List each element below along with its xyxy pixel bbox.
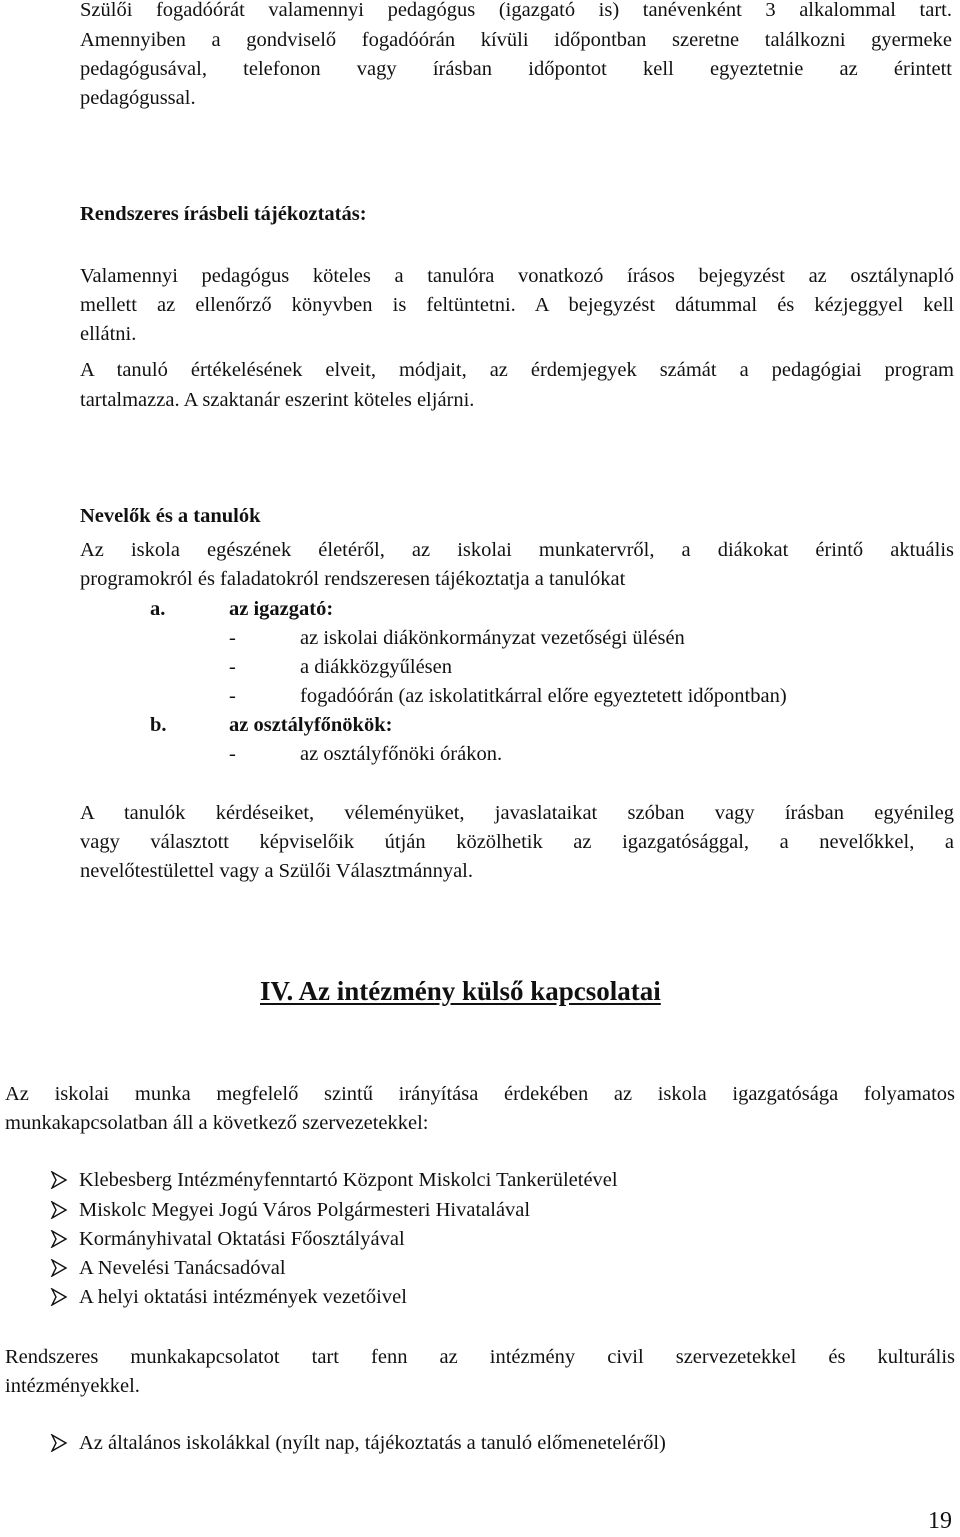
text-line: Rendszeres munkakapcsolatot tart fenn az intézmény civil szervezetekkel és kulturális bbox=[5, 1346, 955, 1368]
arrow-bullet-icon bbox=[50, 1259, 68, 1277]
organization-name: A helyi oktatási intézmények vezetőivel bbox=[79, 1286, 407, 1308]
list-item: fogadóórán (az iskolatitkárral előre egyeztetett időpontban) bbox=[300, 685, 787, 707]
arrow-bullet-icon bbox=[50, 1288, 68, 1306]
teachers-heading: Nevelők és a tanulók bbox=[80, 505, 261, 527]
text-line: tartalmazza. A szaktanár eszerint köteles eljárni. bbox=[80, 389, 475, 411]
dash-bullet: - bbox=[229, 656, 236, 678]
text-line: nevelőtestülettel vagy a Szülői Választmánnyal. bbox=[80, 860, 473, 882]
section-title: IV. Az intézmény külső kapcsolatai bbox=[260, 976, 661, 1006]
written-info-heading: Rendszeres írásbeli tájékoztatás: bbox=[80, 203, 367, 225]
organization-name: Miskolc Megyei Jogú Város Polgármesteri Hivatalával bbox=[79, 1199, 531, 1221]
text-line: Szülői fogadóórát valamennyi pedagógus (igazgató is) tanévenként 3 alkalommal tart. bbox=[80, 0, 952, 21]
list-letter: b. bbox=[150, 714, 167, 736]
text-line: pedagógusával, telefonon vagy írásban időpontot kell egyeztetnie az érintett bbox=[80, 58, 952, 80]
dash-bullet: - bbox=[229, 743, 236, 765]
text-line: A tanuló értékelésének elveit, módjait, az érdemjegyek számát a pedagógiai program bbox=[80, 359, 954, 381]
organization-name: Klebesberg Intézményfenntartó Központ Miskolci Tankerületével bbox=[79, 1169, 618, 1191]
text-line: Valamennyi pedagógus köteles a tanulóra vonatkozó írásos bejegyzést az osztálynapló bbox=[80, 265, 954, 287]
schools-item: Az általános iskolákkal (nyílt nap, tájékoztatás a tanuló előmeneteléről) bbox=[79, 1432, 666, 1454]
list-item: a diákközgyűlésen bbox=[300, 656, 452, 678]
list-group-title: az igazgató: bbox=[229, 598, 334, 620]
arrow-bullet-icon bbox=[50, 1201, 68, 1219]
text-line: intézményekkel. bbox=[5, 1375, 140, 1397]
arrow-bullet-icon bbox=[50, 1230, 68, 1248]
list-letter: a. bbox=[150, 598, 166, 620]
text-line: programokról és faladatokról rendszeresen tájékoztatja a tanulókat bbox=[80, 568, 626, 590]
text-line: ellátni. bbox=[80, 323, 137, 345]
arrow-bullet-icon bbox=[50, 1434, 68, 1452]
organization-name: Kormányhivatal Oktatási Főosztályával bbox=[79, 1228, 405, 1250]
list-item: az iskolai diákönkormányzat vezetőségi ülésén bbox=[300, 627, 685, 649]
arrow-bullet-icon bbox=[50, 1171, 68, 1189]
list-item: az osztályfőnöki órákon. bbox=[300, 743, 503, 765]
text-line: munkakapcsolatban áll a következő szervezetekkel: bbox=[5, 1112, 429, 1134]
text-line: pedagógussal. bbox=[80, 87, 196, 109]
text-line: Az iskolai munka megfelelő szintű irányítása érdekében az iskola igazgatósága folyamatos bbox=[5, 1083, 955, 1105]
text-line: Az iskola egészének életéről, az iskolai munkatervről, a diákokat érintő aktuális bbox=[80, 539, 954, 561]
dash-bullet: - bbox=[229, 685, 236, 707]
page-number: 19 bbox=[928, 1508, 952, 1534]
list-group-title: az osztályfőnökök: bbox=[229, 714, 393, 736]
text-line: Amennyiben a gondviselő fogadóórán kívüli időpontban szeretne találkozni gyermeke bbox=[80, 29, 952, 51]
text-line: vagy választott képviselőik útján közölhetik az igazgatósággal, a nevelőkkel, a bbox=[80, 831, 954, 853]
text-line: mellett az ellenőrző könyvben is feltüntetni. A bejegyzést dátummal és kézjeggyel kell bbox=[80, 294, 954, 316]
organization-name: A Nevelési Tanácsadóval bbox=[79, 1257, 286, 1279]
text-line: A tanulók kérdéseiket, véleményüket, javaslataikat szóban vagy írásban egyénileg bbox=[80, 802, 954, 824]
dash-bullet: - bbox=[229, 627, 236, 649]
